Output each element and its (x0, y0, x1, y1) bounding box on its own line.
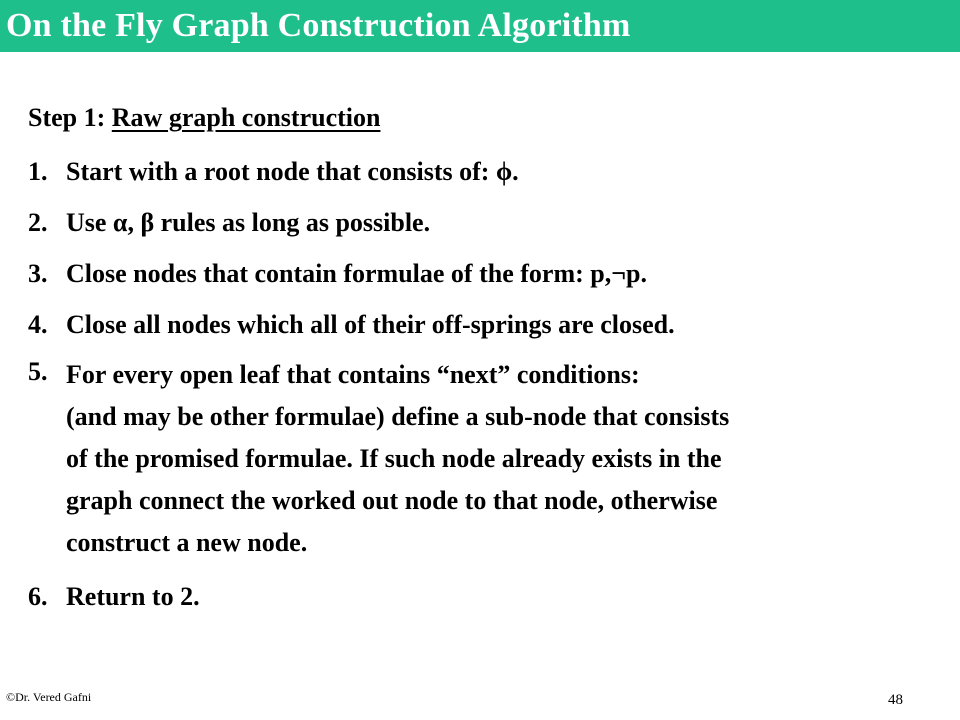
algorithm-steps-list (28, 154, 928, 630)
list-item-text: construct a new node. (66, 528, 308, 557)
list-item-text: Close nodes that contain formulae of the form: p,¬p. (66, 259, 648, 288)
list-item-text: Return to 2. (66, 582, 200, 611)
list-item-number: 6. (28, 582, 48, 611)
list-item-number: 3. (28, 259, 48, 288)
step-heading (28, 100, 380, 136)
list-item-text: graph connect the worked out node to that node, otherwise (66, 486, 718, 515)
step-label: Raw graph construction (111, 103, 381, 132)
slide-title: On the Fly Graph Construction Algorithm (6, 7, 631, 44)
list-item-number: 1. (28, 157, 48, 186)
list-item (28, 354, 928, 564)
list-item-text: For every open leaf that contains “next” conditions: (66, 360, 640, 389)
list-item-text: (and may be other formulae) define a sub-node that consists (66, 402, 730, 431)
list-item-number: 4. (28, 310, 48, 339)
step-prefix: Step 1: (28, 103, 112, 132)
list-item (28, 579, 928, 615)
list-item-text: Close all nodes which all of their off-springs are closed. (66, 310, 675, 339)
list-item-text: Start with a root node that consists of: ϕ. (66, 157, 519, 186)
title-bar (0, 0, 960, 52)
list-item-text: Use α, β rules as long as possible. (66, 208, 431, 237)
copyright-notice: ©Dr. Vered Gafni (6, 690, 92, 704)
page-number: 48 (888, 692, 903, 708)
list-item (28, 154, 928, 190)
list-item-number: 2. (28, 208, 48, 237)
list-item (28, 256, 928, 292)
list-item-number: 5. (28, 357, 48, 386)
list-item (28, 205, 928, 241)
list-item (28, 307, 928, 343)
list-item-text: of the promised formulae. If such node already exists in the (66, 444, 722, 473)
